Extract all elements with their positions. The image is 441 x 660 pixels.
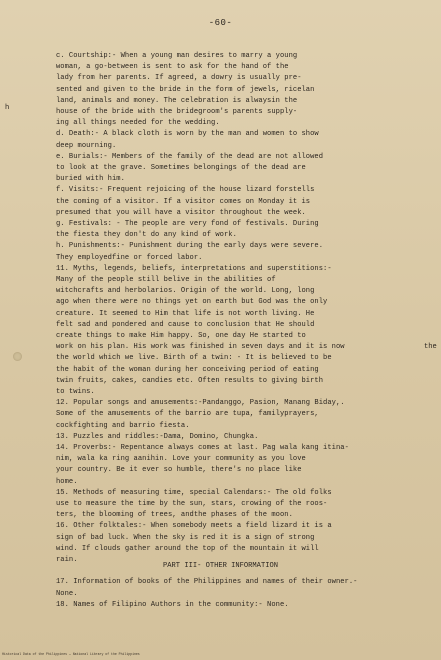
text-line: twin fruits, cakes, candies etc. Often results to giving birth [56, 376, 324, 385]
text-line: ago when there were no things yet on earth but God was the only [56, 298, 328, 307]
text-line: h. Punishments:- Punishment during the early days were severe. [56, 242, 324, 251]
text-line: woman, a go-between is sent to ask for the hand of the [56, 63, 289, 72]
text-line: the fiesta they don't do any kind of work. [56, 231, 237, 240]
text-line: use to measure the time by the sun, stars, crowing of the roos- [56, 500, 328, 508]
text-line: d. Death:- A black cloth is worn by the man and women to show [56, 130, 319, 139]
text-line: witchcrafts and herbolarios. Origin of the world. Long, long [56, 287, 315, 296]
text-line: land, animals and money. The celebration is alwaysin the [56, 96, 298, 105]
text-line: e. Burials:- Members of the family of the dead are not allowed [56, 152, 324, 161]
text-line: work on his plan. His work was finished in seven days and it is now [56, 343, 345, 352]
page-number: -60- [208, 18, 233, 28]
text-line: presumed that you will have a visitor throughout the week. [56, 208, 306, 217]
text-line: 13. Puzzles and riddles:-Dama, Domino, Chungka. [56, 432, 259, 441]
text-line: None. [56, 589, 78, 598]
text-line: 16. Other folktales:- When somebody meets a field lizard it is a [56, 522, 332, 531]
text-line: g. Festivals: - The people are very fond of festivals. During [56, 220, 319, 228]
text-line: 12. Popular songs and amusements:-Pandanggo, Pasion, Manang Biday,. [56, 399, 345, 408]
text-line: buried with him. [56, 175, 125, 184]
text-line: sented and given to the bride in the form of jewels, ricelan [56, 85, 315, 94]
text-line: 15. Methods of measuring time, special Calendars:- The old folks [56, 488, 332, 497]
text-line: felt sad and pondered and cause to conclusion that He should [56, 320, 315, 329]
text-line: the coming of a visitor. If a visitor comes on Monday it is [56, 197, 311, 206]
text-line: 17. Information of books of the Philippines and names of their owner.- [56, 578, 358, 586]
text-line: lady from her parents. If agreed, a dowry is usually pre- [56, 74, 302, 83]
text-line: your country. Be it ever so humble, there's no place like [56, 466, 302, 475]
text-line: create things to make Him happy. So, one day He started to [56, 332, 306, 340]
text-line: house of the bride with the bridegroom's parents supply- [56, 108, 298, 116]
text-line: ters, the blooming of trees, andthe phases of the moon. [56, 511, 293, 520]
margin-mark-the: the [424, 343, 437, 351]
text-line: sign of bad luck. When the sky is red it is a sign of strong [56, 533, 315, 542]
text-line: They employedfine or forced labor. [56, 253, 203, 262]
margin-mark-h: h [5, 104, 10, 112]
punch-hole [13, 352, 22, 361]
text-line: 18. Names of Filipino Authors in the community:- None. [56, 601, 289, 610]
text-line: 11. Myths, legends, beliefs, interpretations and superstitions:- [56, 264, 332, 273]
text-line: creature. It seemed to Him that life is not worth living. He [56, 309, 315, 318]
text-line: the habit of the woman during her conceiving period of eating [56, 365, 319, 374]
text-line: ing all things needed for the wedding. [56, 119, 220, 128]
text-line: c. Courtship:- When a young man desires to marry a young [56, 52, 298, 60]
text-line: deep mourning. [56, 141, 117, 150]
text-line: to twins. [56, 388, 95, 396]
text-line: wind. If clouds gather around the top of the mountain it will [56, 544, 319, 553]
text-line: to look at the grave. Sometimes belongings of the dead are [56, 164, 306, 172]
text-line: f. Visits:- Frequent rejoicing of the house lizard forstells [56, 186, 315, 195]
text-line: Some of the amusements of the barrio are tupa, familyprayers, [56, 410, 319, 419]
text-line: home. [56, 477, 78, 486]
text-line: 14. Proverbs:- Repentance always comes at last. Pag wala kang itina- [56, 444, 349, 452]
text-line: nim, wala ka ring aanihin. Love your community as you love [56, 455, 306, 464]
part-heading: PART III- OTHER INFORMATION [163, 562, 278, 570]
text-line: rain. [56, 556, 78, 564]
text-line: Many of the people still belive in the abilities of [56, 276, 276, 284]
text-line: the world which we live. Birth of a twin: - It is believed to be [56, 354, 332, 363]
footer-credit: Historical Data of the Philippines — National Library of the Philippines [2, 652, 140, 656]
text-line: cockfighting and barrio fiesta. [56, 421, 190, 430]
